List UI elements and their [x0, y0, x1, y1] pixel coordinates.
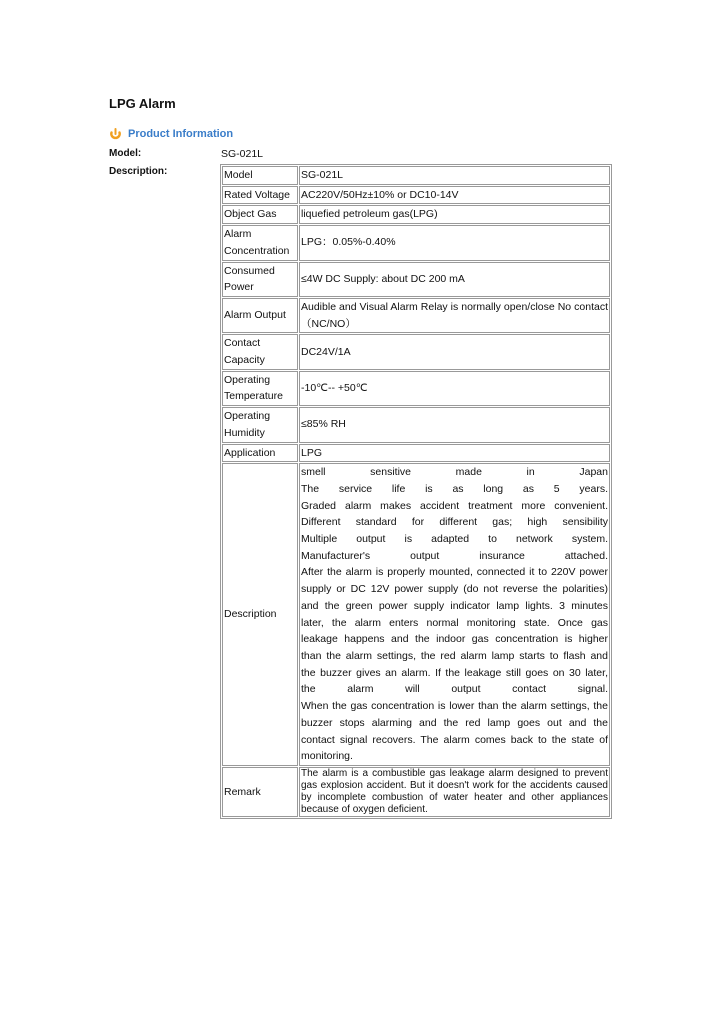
section-title: Product Information	[128, 128, 234, 140]
spec-row	[222, 186, 610, 205]
spec-key: Alarm Output	[222, 298, 298, 333]
description-line: supply or DC 12V power supply (do not reverse the polarities)	[301, 583, 608, 596]
description-line: and the green power supply indicator lamp lights. 3 minutes	[301, 599, 608, 612]
description-line: buzzer stops alarming and the red lamp goes out and the	[301, 716, 608, 729]
spec-key: Consumed Power	[222, 262, 298, 297]
spec-value: LPG：0.05%-0.40%	[299, 225, 610, 260]
ring-handle-icon	[109, 128, 122, 141]
spec-row	[222, 225, 610, 260]
description-line: Different standard for different gas; high sensibility	[301, 516, 608, 529]
description-row	[222, 463, 610, 766]
description-line: monitoring.	[301, 750, 353, 763]
spec-row	[222, 371, 610, 406]
spec-row	[222, 407, 610, 442]
description-line: later, the alarm enters normal monitoring state. Once gas	[301, 616, 608, 629]
model-label: Model:	[109, 148, 142, 159]
spec-value: DC24V/1A	[299, 334, 610, 369]
description-line: When the gas concentration is lower than the alarm settings, the	[301, 700, 608, 713]
spec-row	[222, 262, 610, 297]
spec-row	[222, 298, 610, 333]
description-line: The service life is as long as 5 years.	[301, 482, 608, 495]
spec-key: Object Gas	[222, 205, 298, 224]
remark-text: The alarm is a combustible gas leakage alarm designed to prevent gas explosion accident. But it doesn't work for the accidents caused by incomplete combustion of water heater and other appliances because of oxygen deficient.	[301, 767, 608, 815]
spec-value: LPG	[299, 444, 610, 463]
description-label: Description:	[109, 166, 168, 177]
spec-value: SG-021L	[299, 166, 610, 185]
remark-key: Remark	[222, 767, 298, 817]
description-text	[299, 463, 610, 766]
spec-key: Alarm Concentration	[222, 225, 298, 260]
spec-value: ≤85% RH	[299, 407, 610, 442]
spec-key: Operating Temperature	[222, 371, 298, 406]
spec-value: ≤4W DC Supply: about DC 200 mA	[299, 262, 610, 297]
description-line: contact signal recovers. The alarm comes back to the state of	[301, 733, 608, 746]
description-key: Description	[222, 463, 298, 766]
description-line: smell sensitive made in Japan	[301, 466, 608, 479]
spec-value: Audible and Visual Alarm Relay is normally open/close No contact （NC/NO）	[299, 298, 610, 333]
spec-key: Model	[222, 166, 298, 185]
spec-key: Rated Voltage	[222, 186, 298, 205]
description-line: the alarm will output contact signal.	[301, 683, 608, 696]
spec-row	[222, 334, 610, 369]
spec-key: Operating Humidity	[222, 407, 298, 442]
description-line: leakage happens and the indoor gas concentration is higher	[301, 633, 608, 646]
spec-row	[222, 444, 610, 463]
description-line: Manufacturer's output insurance attached.	[301, 549, 608, 562]
description-line: Graded alarm makes accident treatment more convenient.	[301, 499, 608, 512]
spec-value: AC220V/50Hz±10% or DC10-14V	[299, 186, 610, 205]
model-value: SG-021L	[221, 148, 264, 160]
remark-row	[222, 767, 610, 817]
description-line: the buzzer gives an alarm. If the leakage still goes on 30 later,	[301, 666, 608, 679]
description-line: Multiple output is adapted to network system.	[301, 533, 608, 546]
spec-row	[222, 166, 610, 185]
spec-row	[222, 205, 610, 224]
spec-key: Application	[222, 444, 298, 463]
section-header	[109, 127, 233, 141]
page-title: LPG Alarm	[109, 96, 176, 111]
description-line: After the alarm is properly mounted, connected it to 220V power	[301, 566, 608, 579]
spec-value: -10℃-- +50℃	[299, 371, 610, 406]
spec-table	[220, 164, 612, 819]
spec-value: liquefied petroleum gas(LPG)	[299, 205, 610, 224]
description-line: than the alarm settings, the red alarm lamp starts to flash and	[301, 649, 608, 662]
spec-key: Contact Capacity	[222, 334, 298, 369]
